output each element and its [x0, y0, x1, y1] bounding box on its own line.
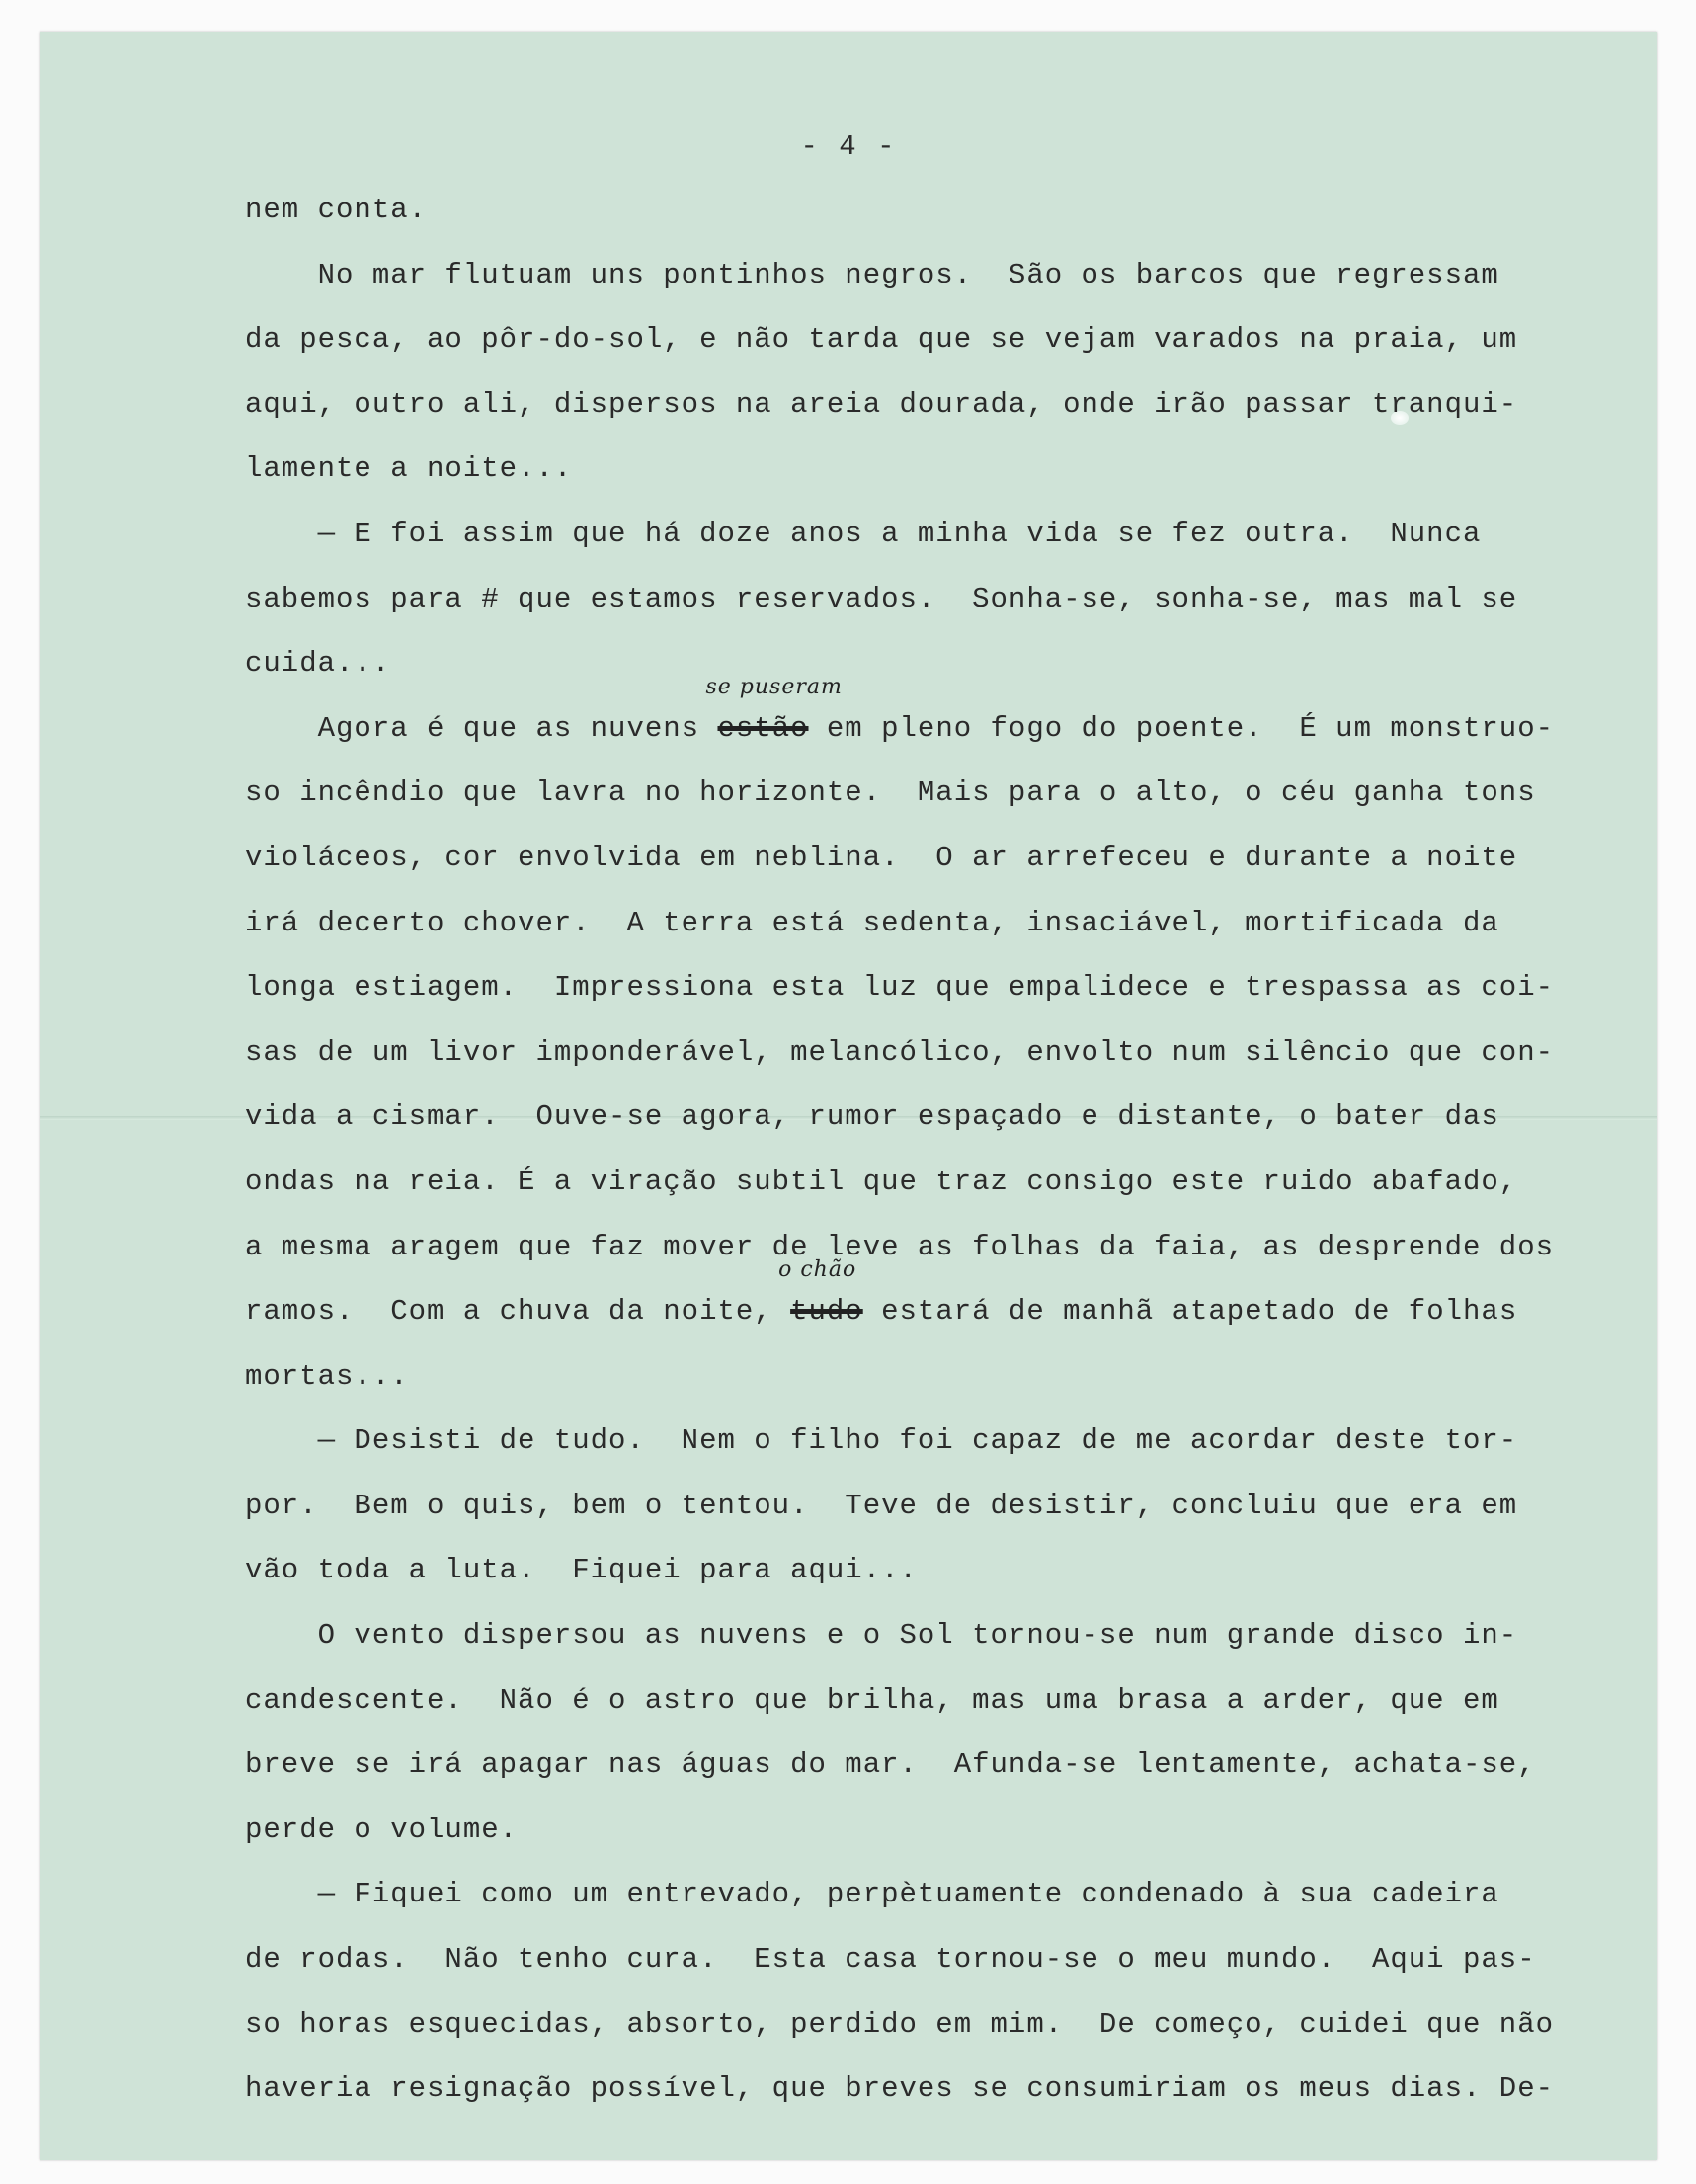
text-line: so horas esquecidas, absorto, perdido em mim. De começo, cuidei que não [245, 2007, 1555, 2041]
typewritten-page [40, 32, 1657, 2160]
text-line: breve se irá apagar nas águas do mar. Afunda-se lentamente, achata-se, [245, 1748, 1536, 1782]
text-line: — E foi assim que há doze anos a minha vida se fez outra. Nunca [245, 517, 1482, 550]
text-line: lamente a noite... [245, 452, 573, 486]
text-line: irá decerto chover. A terra está sedenta, insaciável, mortificada da [245, 906, 1499, 939]
text-line: candescente. Não é o astro que brilha, mas uma brasa a arder, que em [245, 1683, 1499, 1717]
text-line: perde o volume. [245, 1813, 519, 1846]
line-segment: ramos. Com a chuva da noite, [245, 1295, 791, 1329]
struck-out-word: tudo [790, 1295, 863, 1329]
text-line: da pesca, ao pôr-do-sol, e não tarda que se vejam varados na praia, um [245, 323, 1518, 357]
text-line-with-correction [245, 1257, 1657, 1344]
text-line: longa estiagem. Impressiona esta luz que empalidece e trespassa as coi- [245, 971, 1555, 1005]
correction [778, 1257, 863, 1344]
text-line: vida a cismar. Ouve-se agora, rumor espaçado e distante, o bater das [245, 1100, 1499, 1134]
text-line-with-correction [245, 674, 1657, 762]
text-line: O vento dispersou as nuvens e o Sol tornou-se num grande disco in- [245, 1619, 1518, 1653]
text-line: so incêndio que lavra no horizonte. Mais para o alto, o céu ganha tons [245, 776, 1536, 810]
correction [705, 674, 843, 762]
text-line: sas de um livor imponderável, melancólico, envolto num silêncio que con- [245, 1035, 1555, 1069]
line-segment: estará de manhã atapetado de folhas [862, 1295, 1518, 1329]
text-line: No mar flutuam uns pontinhos negros. São os barcos que regressam [245, 258, 1499, 291]
line-segment: em pleno fogo do poente. É um monstruo- [808, 711, 1555, 745]
text-line: aqui, outro ali, dispersos na areia dourada, onde irão passar tranqui- [245, 387, 1518, 421]
text-line: mortas... [245, 1359, 409, 1393]
typed-text-body [245, 178, 1657, 2122]
line-segment: Agora é que as nuvens [245, 711, 718, 745]
text-line: sabemos para # que estamos reservados. Sonha-se, sonha-se, mas mal se [245, 582, 1518, 615]
text-line: por. Bem o quis, bem o tentou. Teve de desistir, concluiu que era em [245, 1489, 1518, 1522]
text-line: vão toda a luta. Fiquei para aqui... [245, 1554, 918, 1587]
handwritten-insertion: o chão [778, 1257, 857, 1283]
text-line: nem conta. [245, 194, 428, 226]
text-line: — Desisti de tudo. Nem o filho foi capaz de me acordar deste tor- [245, 1424, 1518, 1458]
handwritten-insertion: se puseram [705, 674, 843, 699]
text-line: — Fiquei como um entrevado, perpètuamente condenado à sua cadeira [245, 1878, 1499, 1911]
text-line: ondas na reia. É a viração subtil que traz consigo este ruido abafado, [245, 1165, 1518, 1198]
text-line: violáceos, cor envolvida em neblina. O ar arrefeceu e durante a noite [245, 841, 1518, 874]
text-line: cuida... [245, 647, 391, 681]
page-number: - 4 - [800, 130, 897, 163]
text-line: a mesma aragem que faz mover de leve as folhas da faia, as desprende dos [245, 1230, 1555, 1263]
text-line: haveria resignação possível, que breves se consumiriam os meus dias. De- [245, 2072, 1555, 2106]
text-line: de rodas. Não tenho cura. Esta casa tornou-se o meu mundo. Aqui pas- [245, 1943, 1536, 1977]
struck-out-word: estão [717, 711, 809, 745]
